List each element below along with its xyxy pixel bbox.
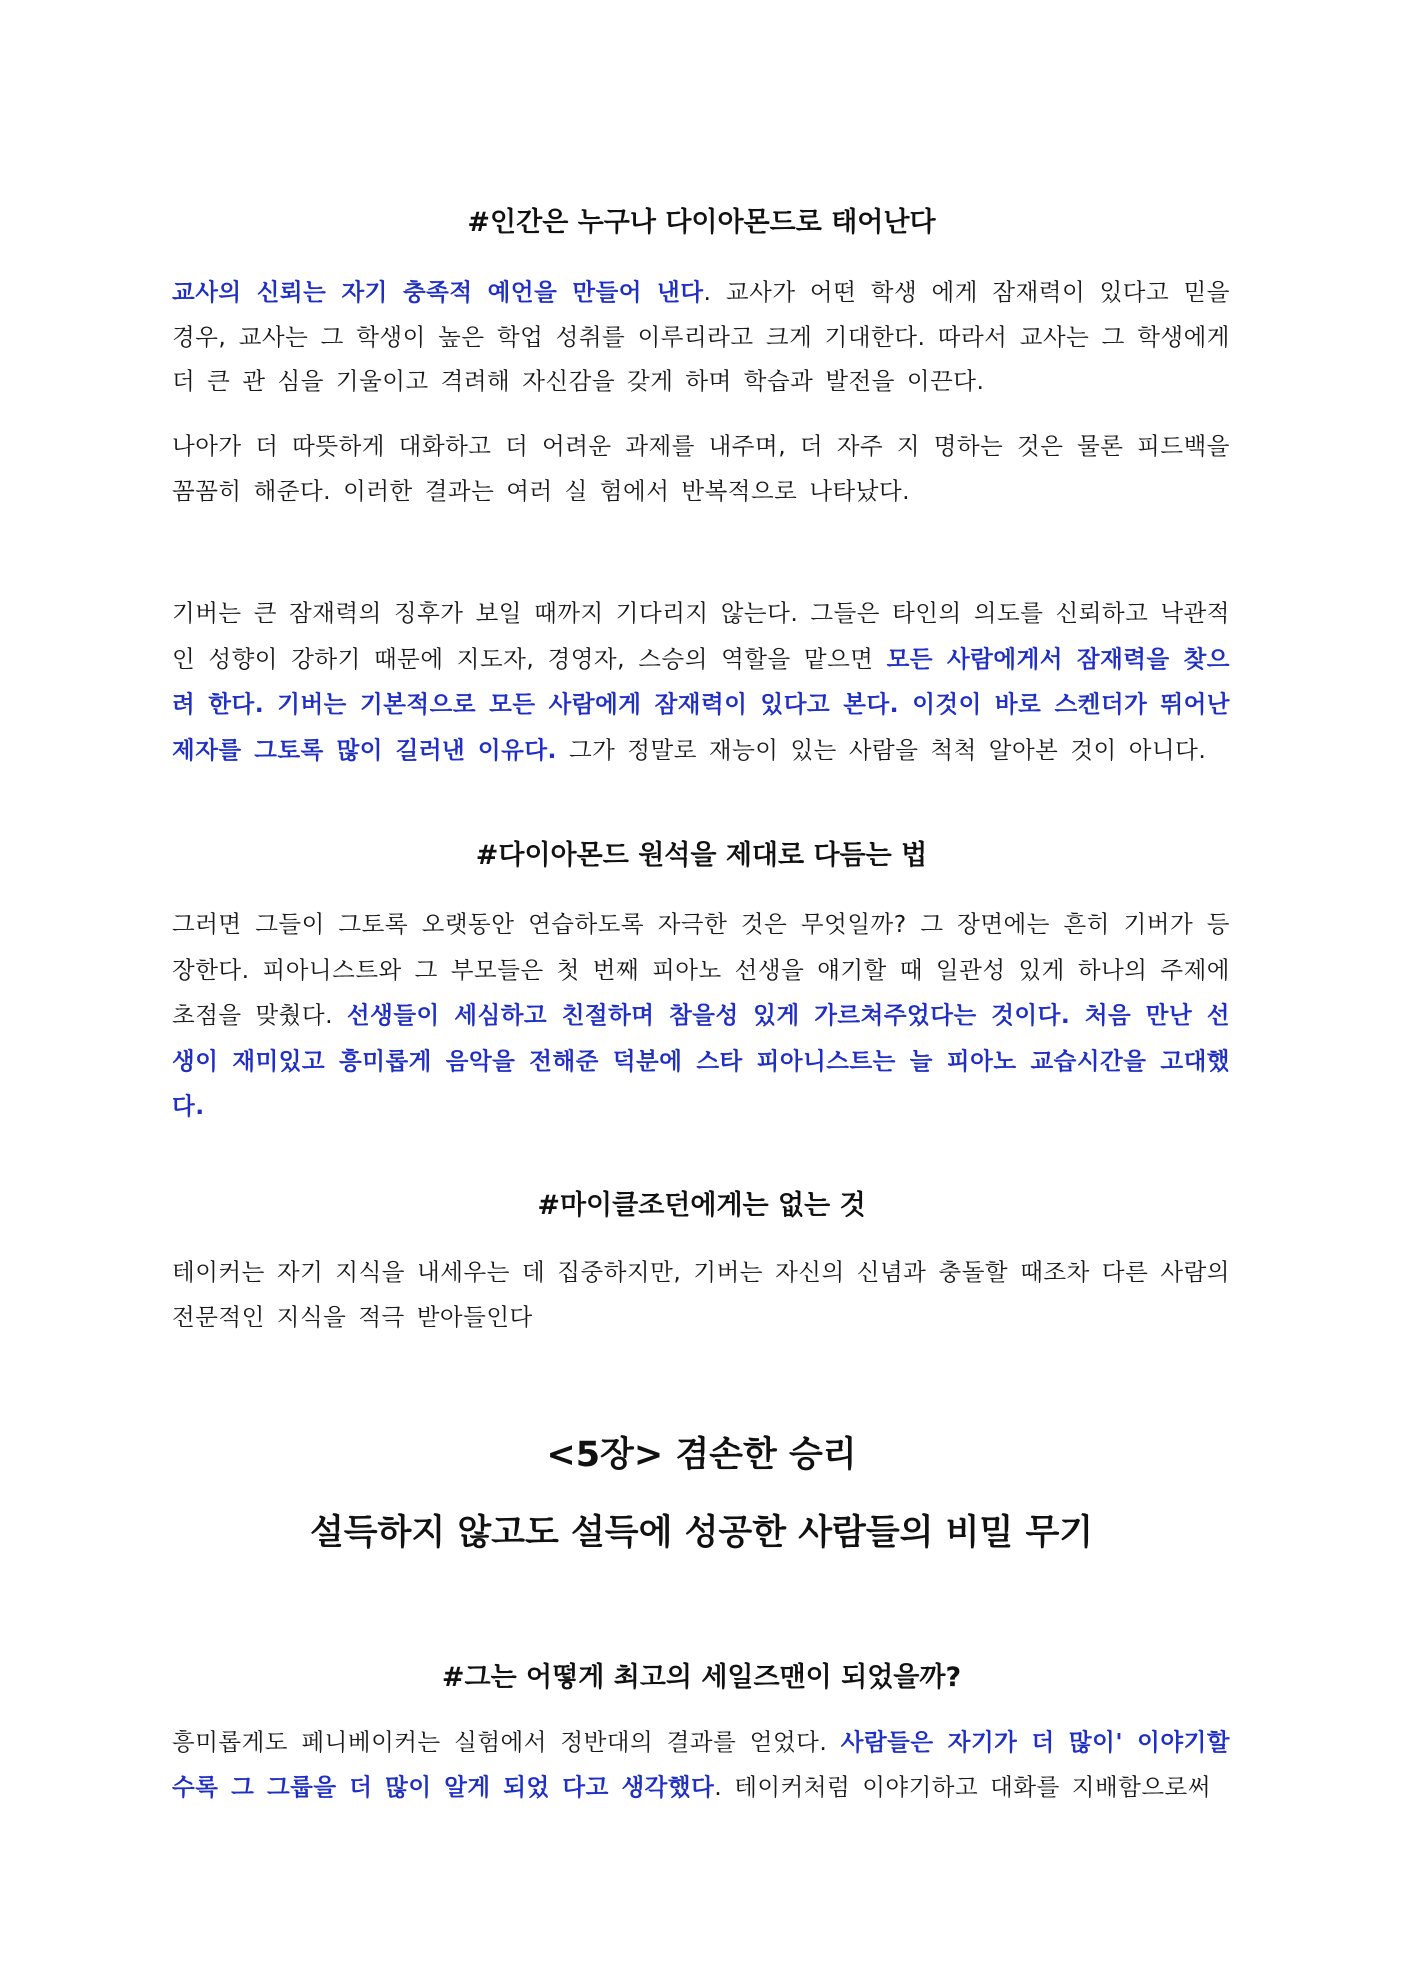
chapter-subtitle: 설득하지 않고도 설득에 성공한 사람들의 비밀 무기 bbox=[309, 1513, 1094, 1553]
highlight-piano-teachers: 선생들이 세심하고 친절하며 참을성 있게 가르쳐주었다는 것이다. 처음 만난 선생이 재미있고 흥미롭게 음악을 전해준 덕분에 스타 피아니스트는 늘 피아노 교습시간을 고대했다. bbox=[172, 1001, 1230, 1120]
paragraph-teacher-trust bbox=[172, 270, 1230, 404]
highlight-self-fulfilling: 교사의 신뢰는 자기 충족적 예언을 만들어 낸다 bbox=[172, 278, 704, 306]
chapter-title: <5장> 겸손한 승리 bbox=[546, 1435, 857, 1475]
highlight-giver-potential: 모든 사람에게서 잠재력을 찾으려 한다. 기버는 기본적으로 모든 사람에게 잠재력이 있다고 본다. 이것이 바로 스켄더가 뛰어난 제자를 그토록 많이 길러낸 이유다. bbox=[172, 644, 1230, 764]
paragraph-text: 그가 정말로 재능이 있는 사람을 척척 알아본 것이 아니다. bbox=[556, 735, 1207, 764]
paragraph-taker-knowledge: 테이커는 자기 지식을 내세우는 데 집중하지만, 기버는 자신의 신념과 충돌할 때조차 다른 사람의 전문적인 지식을 적극 받아들인다 bbox=[172, 1258, 1230, 1331]
paragraph-text: 그러면 그들이 그토록 오랫동안 연습하도록 자극한 것은 무엇일까? 그 장면에는 흔히 기버가 등장한다. 피아니스트와 그 부모들은 첫 번째 피아노 선생을 얘기할 때 일관성 있게 하나의 주제에 초점을 맞췄다. bbox=[172, 910, 1230, 1029]
paragraph-piano-teachers bbox=[172, 902, 1230, 1130]
heading-salesman: #그는 어떻게 최고의 세일즈맨이 되었을까? bbox=[441, 1662, 962, 1693]
paragraph-pennebaker bbox=[172, 1720, 1230, 1809]
heading-michael-jordan: #마이클조던에게는 없는 것 bbox=[537, 1190, 866, 1221]
paragraph-text: 기버는 큰 잠재력의 징후가 보일 때까지 기다리지 않는다. 그들은 타인의 의도를 신뢰하고 낙관적인 성향이 강하기 때문에 지도자, 경영자, 스승의 역할을 맡으면 bbox=[172, 599, 1230, 673]
paragraph-feedback: 나아가 더 따뜻하게 대화하고 더 어려운 과제를 내주며, 더 자주 지 명하는 것은 물론 피드백을 꼼꼼히 해준다. 이러한 결과는 여러 실 험에서 반복적으로 나타났다. bbox=[172, 432, 1230, 505]
paragraph-giver-potential bbox=[172, 591, 1230, 773]
paragraph-text: . 교사가 어떤 학생 에게 잠재력이 있다고 믿을 경우, 교사는 그 학생이 높은 학업 성취를 이루리라고 크게 기대한다. 따라서 교사는 그 학생에게 더 큰 관 심을 기울이고 격려해 자신감을 갖게 하며 학습과 발전을 이끈다. bbox=[172, 278, 1230, 395]
paragraph-text: . 테이커처럼 이야기하고 대화를 지배함으로써 bbox=[714, 1772, 1211, 1801]
heading-rough-diamond: #다이아몬드 원석을 제대로 다듬는 법 bbox=[475, 840, 928, 871]
heading-diamond: #인간은 누구나 다이아몬드로 태어난다 bbox=[467, 207, 936, 238]
paragraph-text: 흥미롭게도 페니베이커는 실험에서 정반대의 결과를 얻었다. bbox=[172, 1728, 841, 1756]
highlight-pennebaker: 사람들은 자기가 더 많이' 이야기할수록 그 그룹을 더 많이 알게 되었 다고 생각했다 bbox=[172, 1728, 1230, 1801]
